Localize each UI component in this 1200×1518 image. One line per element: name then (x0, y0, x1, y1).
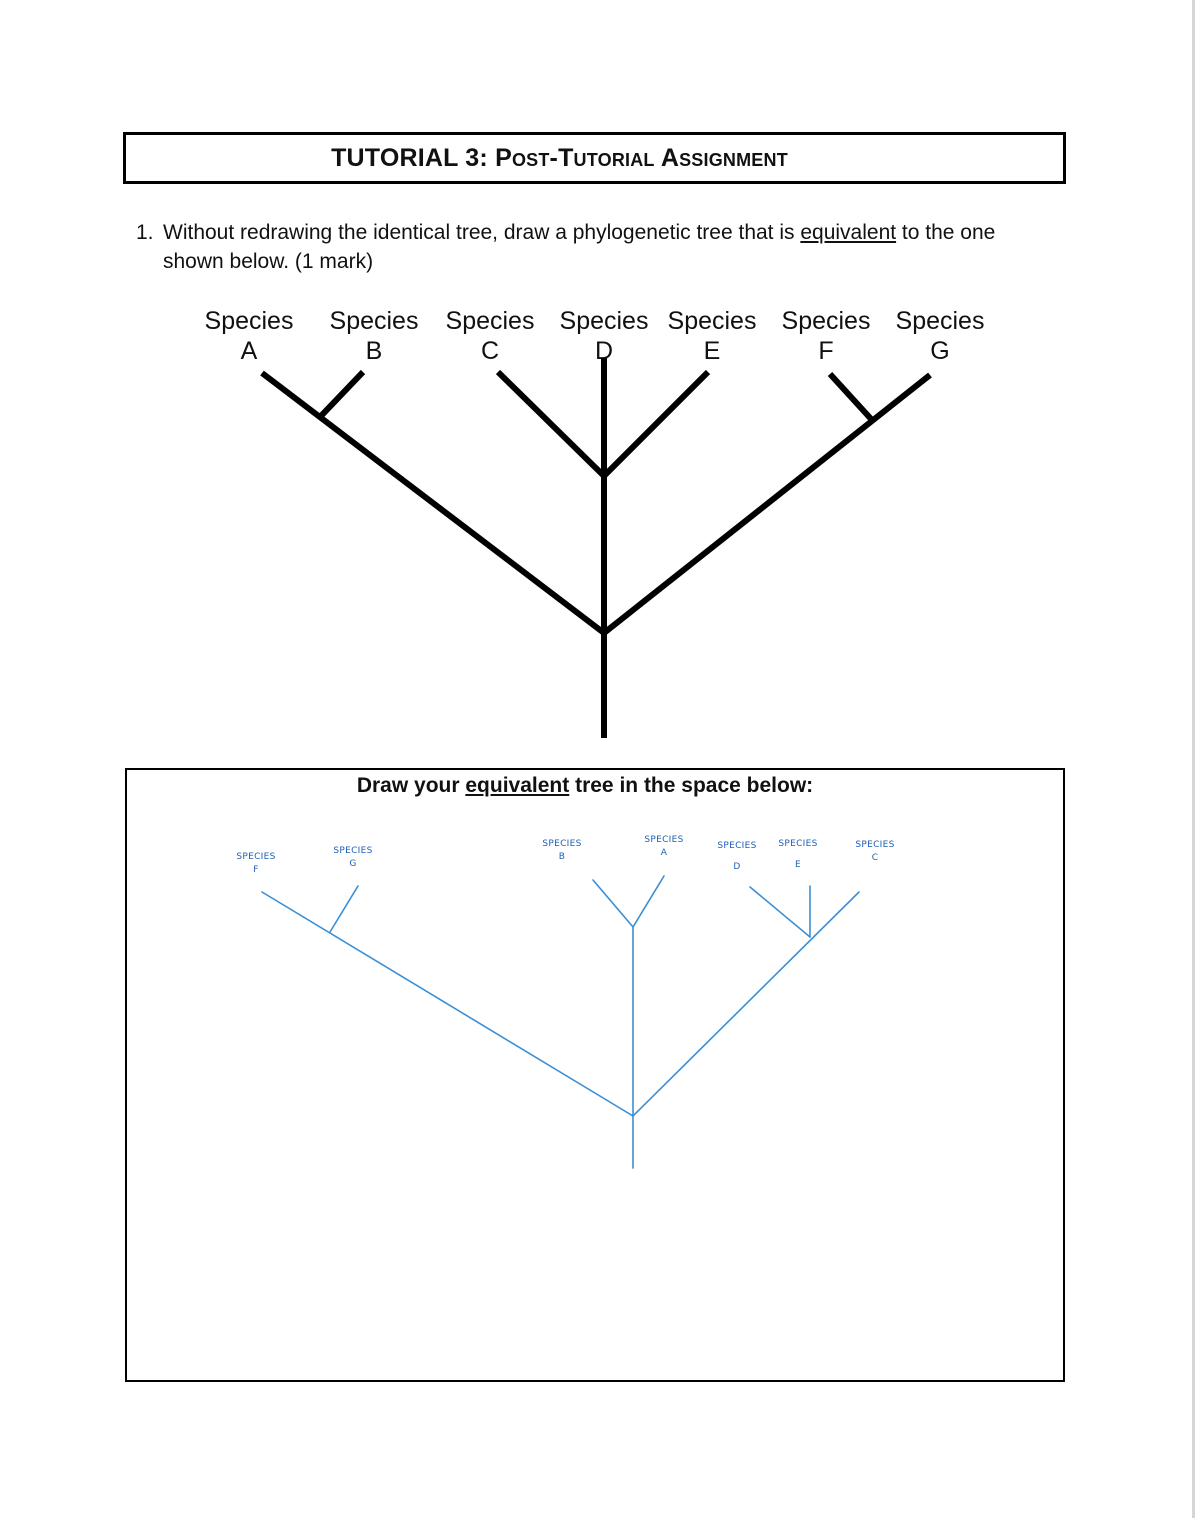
given-label-letter: A (240, 337, 258, 365)
given-label-letter: C (480, 337, 500, 365)
answer-prompt-before: Draw your (356, 774, 466, 797)
answer-prompt-after: tree in the space below: (569, 774, 814, 797)
hand-label-letter: D (733, 862, 741, 872)
hand-label-word: SPECIES (542, 839, 582, 849)
title-prefix: TUTORIAL 3: (331, 143, 496, 172)
given-label-word: Species (329, 307, 419, 335)
given-label-word: Species (559, 307, 649, 335)
given-label-word: Species (445, 307, 535, 335)
given-label-letter: F (818, 337, 834, 365)
title-small-caps: Post-Tutorial Assignment (495, 143, 788, 172)
hand-label-letter: C (871, 853, 879, 863)
given-label-word: Species (781, 307, 871, 335)
hand-label-word: SPECIES (855, 840, 895, 850)
question-underlined-word: equivalent (800, 221, 897, 244)
question-line-2: shown below. (1 mark) (163, 250, 374, 273)
hand-label-word: SPECIES (236, 852, 276, 862)
given-label-word: Species (895, 307, 985, 335)
hand-label-word: SPECIES (717, 841, 757, 851)
question-number: 1. (136, 221, 154, 244)
hand-label-letter: B (558, 852, 566, 862)
given-label-letter: G (930, 337, 950, 365)
answer-branch-g (330, 886, 358, 932)
hand-label-word: SPECIES (333, 846, 373, 856)
question-text-after: to the one (896, 221, 996, 244)
answer-branch-a (633, 876, 664, 927)
hand-label-letter: G (349, 859, 357, 869)
given-label-letter: D (594, 337, 614, 365)
hand-label-word: SPECIES (644, 835, 684, 845)
answer-prompt-underlined: equivalent (465, 774, 570, 797)
given-label-letter: E (703, 337, 721, 365)
question-text-before: Without redrawing the identical tree, draw a phylogenetic tree that is (163, 221, 801, 244)
hand-label-letter: A (660, 848, 668, 858)
answer-branch-right-main (633, 892, 859, 1116)
given-label-word: Species (667, 307, 757, 335)
given-label-letter: B (365, 337, 383, 365)
hand-label-letter: E (795, 860, 801, 870)
answer-branch-b (593, 880, 633, 927)
hand-label-word: SPECIES (778, 839, 818, 849)
hand-label-letter: F (253, 865, 259, 875)
answer-branch-left-main (262, 892, 633, 1116)
given-label-word: Species (204, 307, 294, 335)
answer-branch-d (750, 887, 810, 937)
